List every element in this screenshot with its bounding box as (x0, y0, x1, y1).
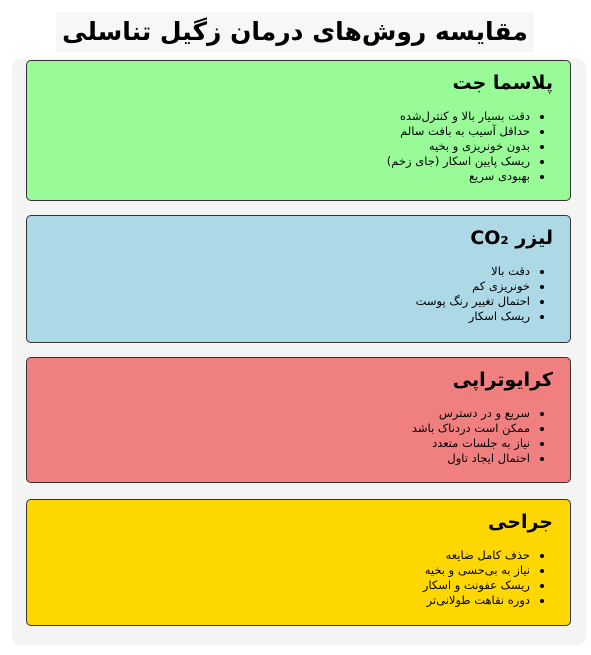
list-item: • سریع و در دسترس (44, 406, 530, 421)
method-card-surgery (26, 499, 571, 626)
list-item: • دقت بسیار بالا و کنترل‌شده (44, 109, 530, 124)
list-item: • بدون خونریزی و بخیه (44, 139, 530, 154)
method-card-cryotherapy (26, 357, 571, 483)
method-points-list (44, 109, 553, 184)
list-item: • نیاز به جلسات متعدد (44, 436, 530, 451)
list-item: • دقت بالا (44, 264, 530, 279)
method-card-co2-laser (26, 215, 571, 343)
list-item: • ریسک عفونت و اسکار (44, 578, 530, 593)
list-item: • دوره نقاهت طولانی‌تر (44, 593, 530, 608)
list-item: • احتمال تغییر رنگ پوست (44, 294, 530, 309)
method-title: پلاسما جت (452, 72, 553, 94)
method-card-plasma-jet (26, 60, 571, 201)
method-points-list (44, 548, 553, 608)
list-item: • نیاز به بی‌حسی و بخیه (44, 563, 530, 578)
list-item: • احتمال ایجاد تاول (44, 451, 530, 466)
list-item: • حداقل آسیب به بافت سالم (44, 124, 530, 139)
method-title: جراحی (488, 511, 553, 533)
list-item: • بهبودی سریع (44, 169, 530, 184)
list-item: • ریسک اسکار (44, 309, 530, 324)
method-title: لیزر CO₂ (470, 227, 553, 249)
list-item: • ریسک پایین اسکار (جای زخم) (44, 154, 530, 169)
method-title: کرایوتراپی (452, 369, 553, 391)
title-bar (56, 12, 534, 52)
list-item: • خونریزی کم (44, 279, 530, 294)
method-points-list (44, 264, 553, 324)
list-item: • حذف کامل ضایعه (44, 548, 530, 563)
list-item: • ممکن است دردناک باشد (44, 421, 530, 436)
page-title: مقایسه روش‌های درمان زگیل تناسلی (62, 17, 528, 46)
method-points-list (44, 406, 553, 466)
